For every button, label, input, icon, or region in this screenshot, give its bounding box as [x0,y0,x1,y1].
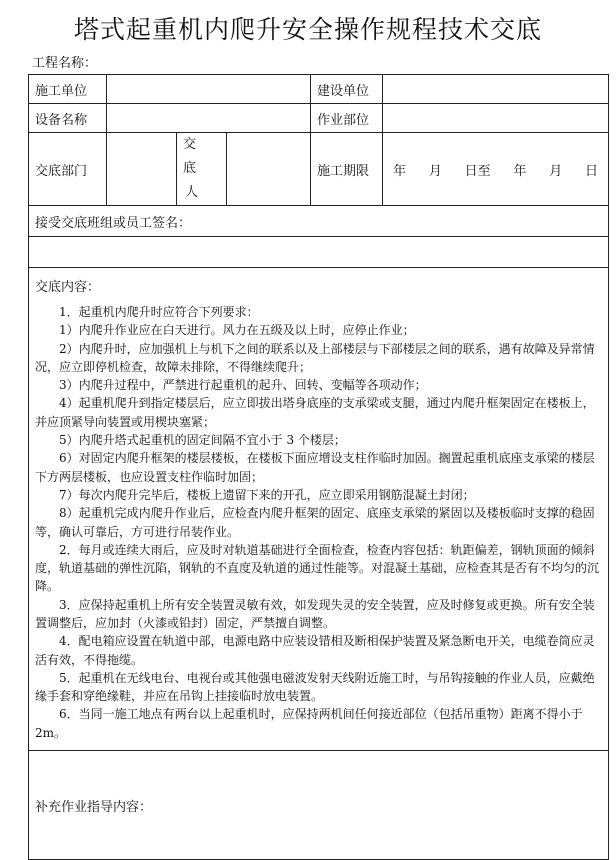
content-paragraph: 6）对固定内爬升框架的楼层楼板，在楼板下面应增设支柱作临时加固。搁置起重机底座支承梁的楼层下方两层楼板，也应设置支柱作临时加固； [35,451,595,484]
disclosure-person-value[interactable] [227,133,311,206]
period-start-year: 年 [393,163,407,179]
disclosure-person-label [177,133,227,206]
content-paragraph: 1）内爬升作业应在白天进行。风力在五级及以上时，应停止作业； [59,323,415,338]
content-paragraph: 4）起重机爬升到指定楼层后，应立即拔出塔身底座的支承梁或支腿，通过内爬升框架固定在楼板上，并应顶紧导向装置或用楔块塞紧； [35,396,595,429]
signature-label: 接受交底班组或员工签名： [29,206,609,237]
period-end-day: 日 [585,163,599,179]
form-row-content [29,268,609,751]
disclosure-dept-value[interactable] [107,133,177,206]
form-row-signature-label [29,206,609,237]
construction-unit-label: 施工单位 [29,75,107,104]
form-row-construction-unit [29,75,609,104]
form-row-supplement [29,751,609,860]
owner-unit-value[interactable] [383,75,609,104]
work-location-value[interactable] [383,104,609,133]
content-label: 交底内容： [35,279,101,295]
disclosure-content-cell [29,268,609,751]
disclosure-form-table [28,74,609,860]
content-paragraph: 7）每次内爬升完毕后，楼板上遗留下来的开孔，应立即采用钢筋混凝土封闭； [59,487,475,502]
work-location-label: 作业部位 [311,104,383,133]
form-row-disclosure [29,133,609,206]
period-start-day: 日至 [464,163,491,179]
disclosure-person-label-line2: 人 [185,185,199,200]
content-paragraph: 3．应保持起重机上所有安全装置灵敏有效，如发现失灵的安全装置，应及时修复或更换。所有安全装置调整后，应加封（火漆或铅封）固定，严禁擅自调整。 [35,597,595,630]
disclosure-dept-label: 交底部门 [29,133,107,206]
content-paragraph: 3）内爬升过程中，严禁进行起重机的起升、回转、变幅等各项动作； [59,378,427,393]
content-paragraph: 8）起重机完成内爬升作业后，应检查内爬升框架的固定、底座支承梁的紧固以及楼板临时支撑的稳固等，确认可靠后，方可进行吊装作业。 [35,506,595,539]
form-row-signature [29,237,609,268]
form-row-equipment [29,104,609,133]
equipment-name-label: 设备名称 [29,104,107,133]
content-paragraph: 4．配电箱应设置在轨道中部，电源电路中应装设错相及断相保护装置及紧急断电开关，电缆卷筒应灵活有效，不得拖缆。 [35,634,595,667]
period-end-month: 月 [549,163,563,179]
content-paragraph: 1．起重机内爬升时应符合下列要求： [59,304,259,319]
content-paragraph: 2．每月或连续大雨后，应及时对轨道基础进行全面检查，检查内容包括：轨距偏差，钢轨顶面的倾斜度，轨道基础的弹性沉陷，钢轨的不直度及轨道的通过性能等。对混凝土基础，应检查其是否有不均匀的沉降。 [35,542,600,594]
construction-unit-value[interactable] [107,75,311,104]
content-paragraph: 5．起重机在无线电台、电视台或其他强电磁波发射天线附近施工时，与吊钩接触的作业人员，应戴绝缘手套和穿绝缘鞋，并应在吊钩上挂接临时放电装置。 [35,670,595,704]
construction-period-label: 施工期限 [311,133,383,206]
construction-period-value[interactable] [383,133,609,206]
page-title: 塔式起重机内爬升安全操作规程技术交底 [73,15,542,44]
owner-unit-label: 建设单位 [311,75,383,104]
project-name-label: 工程名称： [32,56,98,71]
equipment-name-value[interactable] [107,104,311,133]
signature-field[interactable] [29,237,609,268]
content-paragraph: 2）内爬升时，应加强机上与机下之间的联系以及上部楼层与下部楼层之间的联系，遇有故障及异常情况，应立即停机检查，故障未排除，不得继续爬升； [35,341,595,374]
period-end-year: 年 [513,163,527,179]
period-start-month: 月 [428,163,442,179]
supplement-label: 补充作业指导内容： [35,799,153,815]
content-paragraph: 6．当同一施工地点有两台以上起重机时，应保持两机间任何接近部位（包括吊重物）距离不得小于 2m。 [35,707,583,740]
disclosure-person-label-line1: 交 底 [183,137,210,176]
supplement-cell[interactable] [29,751,609,860]
content-paragraph: 5）内爬升塔式起重机的固定间隔不宜小于 3 个楼层； [59,433,346,448]
